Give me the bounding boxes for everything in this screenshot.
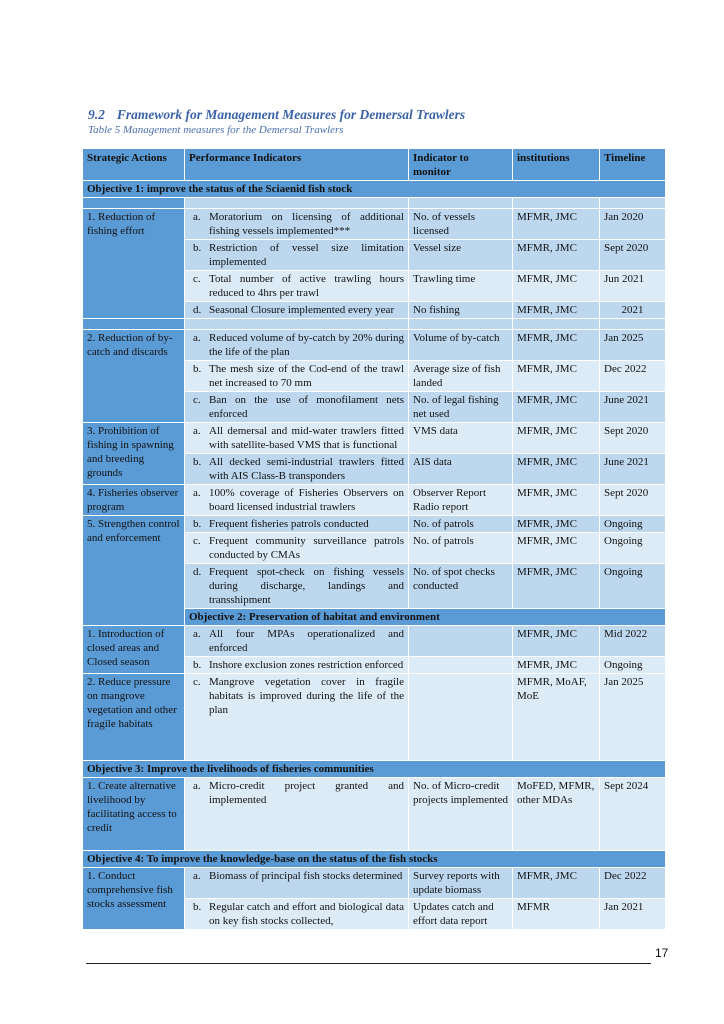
section-title: Framework for Management Measures for Demersal Trawlers xyxy=(116,107,466,122)
strategic-action: 5. Strengthen control and enforcement xyxy=(83,516,185,626)
timeline-cell: Jan 2025 xyxy=(600,674,666,761)
performance-indicator: a. Reduced volume of by-catch by 20% during the life of the plan xyxy=(185,330,409,361)
table-row xyxy=(83,209,666,240)
performance-indicator: a. Moratorium on licensing of additional fishing vessels implemented*** xyxy=(185,209,409,240)
indicator-cell: No. of patrols xyxy=(409,533,513,564)
indicator-cell: No. of Micro-credit projects implemented xyxy=(409,778,513,851)
timeline-cell: Sept 2024 xyxy=(600,778,666,851)
timeline-cell: Sept 2020 xyxy=(600,240,666,271)
timeline-cell: Ongoing xyxy=(600,533,666,564)
objective-title: Objective 2: Preservation of habitat and environment xyxy=(185,609,666,626)
institutions-cell: MFMR, JMC xyxy=(513,868,600,899)
institutions-cell: MFMR, JMC xyxy=(513,657,600,674)
performance-indicator: d. Frequent spot-check on fishing vessels during discharge, landings and transshipment xyxy=(185,564,409,609)
institutions-cell: MFMR, JMC xyxy=(513,392,600,423)
institutions-cell: MFMR, JMC xyxy=(513,330,600,361)
performance-indicator: c. Mangrove vegetation cover in fragile habitats is improved during the life of the plan xyxy=(185,674,409,761)
indicator-cell: Trawling time xyxy=(409,271,513,302)
indicator-cell: Updates catch and effort data report xyxy=(409,899,513,930)
strategic-action: 1. Create alternative livelihood by facilitating access to credit xyxy=(83,778,185,851)
indicator-cell: Observer Report Radio report xyxy=(409,485,513,516)
header-strategic-actions: Strategic Actions xyxy=(83,149,185,181)
section-heading xyxy=(88,107,465,123)
objective-row xyxy=(83,761,666,778)
header-indicator-to-monitor: Indicator to monitor xyxy=(409,149,513,181)
performance-indicator: a. 100% coverage of Fisheries Observers on board licensed industrial trawlers xyxy=(185,485,409,516)
spacer-row xyxy=(83,198,666,209)
indicator-cell: No fishing xyxy=(409,302,513,319)
timeline-cell: 2021 xyxy=(600,302,666,319)
timeline-cell: June 2021 xyxy=(600,392,666,423)
institutions-cell: MFMR xyxy=(513,899,600,930)
performance-indicator: b. All decked semi-industrial trawlers fitted with AIS Class-B transponders xyxy=(185,454,409,485)
performance-indicator: a. Micro-credit project granted and implemented xyxy=(185,778,409,851)
institutions-cell: MFMR, JMC xyxy=(513,454,600,485)
indicator-cell: AIS data xyxy=(409,454,513,485)
performance-indicator: d. Seasonal Closure implemented every year xyxy=(185,302,409,319)
institutions-cell: MoFED, MFMR, other MDAs xyxy=(513,778,600,851)
institutions-cell: MFMR, JMC xyxy=(513,423,600,454)
strategic-action: 2. Reduction of by-catch and discards xyxy=(83,330,185,423)
objective-title: Objective 1: improve the status of the Sciaenid fish stock xyxy=(83,181,666,198)
indicator-cell xyxy=(409,626,513,657)
timeline-cell: Jun 2021 xyxy=(600,271,666,302)
header-institutions: institutions xyxy=(513,149,600,181)
table-row xyxy=(83,868,666,899)
table-row xyxy=(83,626,666,657)
institutions-cell: MFMR, JMC xyxy=(513,271,600,302)
indicator-cell: No. of patrols xyxy=(409,516,513,533)
performance-indicator: c. Ban on the use of monofilament nets enforced xyxy=(185,392,409,423)
indicator-cell: Average size of fish landed xyxy=(409,361,513,392)
institutions-cell: MFMR, JMC xyxy=(513,240,600,271)
institutions-cell: MFMR, MoAF, MoE xyxy=(513,674,600,761)
strategic-action: 4. Fisheries observer program xyxy=(83,485,185,516)
performance-indicator: b. Regular catch and effort and biological data on key fish stocks collected, xyxy=(185,899,409,930)
strategic-action: 1. Conduct comprehensive fish stocks assessment xyxy=(83,868,185,930)
timeline-cell: Sept 2020 xyxy=(600,423,666,454)
performance-indicator: b. Frequent fisheries patrols conducted xyxy=(185,516,409,533)
timeline-cell: Ongoing xyxy=(600,516,666,533)
timeline-cell: June 2021 xyxy=(600,454,666,485)
strategic-action: 3. Prohibition of fishing in spawning and breeding grounds xyxy=(83,423,185,485)
institutions-cell: MFMR, JMC xyxy=(513,302,600,319)
header-performance-indicators: Performance Indicators xyxy=(185,149,409,181)
indicator-cell: No. of legal fishing net used xyxy=(409,392,513,423)
performance-indicator: c. Total number of active trawling hours reduced to 4hrs per trawl xyxy=(185,271,409,302)
timeline-cell: Jan 2020 xyxy=(600,209,666,240)
table-row xyxy=(83,778,666,851)
timeline-cell: Sept 2020 xyxy=(600,485,666,516)
performance-indicator: a. Biomass of principal fish stocks determined xyxy=(185,868,409,899)
strategic-action: 1. Reduction of fishing effort xyxy=(83,209,185,319)
footer-rule xyxy=(86,963,651,964)
indicator-cell: Survey reports with update biomass xyxy=(409,868,513,899)
header-timeline: Timeline xyxy=(600,149,666,181)
section-number: 9.2 xyxy=(88,107,105,122)
performance-indicator: a. All four MPAs operationalized and enforced xyxy=(185,626,409,657)
table-row xyxy=(83,423,666,454)
institutions-cell: MFMR, JMC xyxy=(513,626,600,657)
table-caption: Table 5 Management measures for the Demersal Trawlers xyxy=(88,124,344,136)
objective-title: Objective 4: To improve the knowledge-base on the status of the fish stocks xyxy=(83,851,666,868)
page-number: 17 xyxy=(655,946,669,960)
timeline-cell: Dec 2022 xyxy=(600,361,666,392)
institutions-cell: MFMR, JMC xyxy=(513,516,600,533)
spacer-row xyxy=(83,319,666,330)
institutions-cell: MFMR, JMC xyxy=(513,209,600,240)
performance-indicator: c. Frequent community surveillance patrols conducted by CMAs xyxy=(185,533,409,564)
indicator-cell: No. of spot checks conducted xyxy=(409,564,513,609)
institutions-cell: MFMR, JMC xyxy=(513,361,600,392)
indicator-cell: Volume of by-catch xyxy=(409,330,513,361)
table-row xyxy=(83,516,666,533)
table-row xyxy=(83,330,666,361)
objective-row xyxy=(83,181,666,198)
strategic-action: 2. Reduce pressure on mangrove vegetation and other fragile habitats xyxy=(83,674,185,761)
indicator-cell: VMS data xyxy=(409,423,513,454)
timeline-cell: Ongoing xyxy=(600,564,666,609)
performance-indicator: a. All demersal and mid-water trawlers fitted with satellite-based VMS that is functional xyxy=(185,423,409,454)
timeline-cell: Ongoing xyxy=(600,657,666,674)
performance-indicator: b. Restriction of vessel size limitation implemented xyxy=(185,240,409,271)
institutions-cell: MFMR, JMC xyxy=(513,564,600,609)
objective-title: Objective 3: Improve the livelihoods of fisheries communities xyxy=(83,761,666,778)
institutions-cell: MFMR, JMC xyxy=(513,533,600,564)
table-row xyxy=(83,485,666,516)
institutions-cell: MFMR, JMC xyxy=(513,485,600,516)
indicator-cell: Vessel size xyxy=(409,240,513,271)
table-row xyxy=(83,674,666,761)
timeline-cell: Jan 2021 xyxy=(600,899,666,930)
performance-indicator: b. The mesh size of the Cod-end of the trawl net increased to 70 mm xyxy=(185,361,409,392)
timeline-cell: Dec 2022 xyxy=(600,868,666,899)
strategic-action: 1. Introduction of closed areas and Closed season xyxy=(83,626,185,674)
objective-row xyxy=(83,851,666,868)
performance-indicator: b. Inshore exclusion zones restriction enforced xyxy=(185,657,409,674)
timeline-cell: Jan 2025 xyxy=(600,330,666,361)
table-header-row xyxy=(83,149,666,181)
indicator-cell: No. of vessels licensed xyxy=(409,209,513,240)
indicator-cell xyxy=(409,674,513,761)
indicator-cell xyxy=(409,657,513,674)
timeline-cell: Mid 2022 xyxy=(600,626,666,657)
management-measures-table xyxy=(82,148,666,930)
